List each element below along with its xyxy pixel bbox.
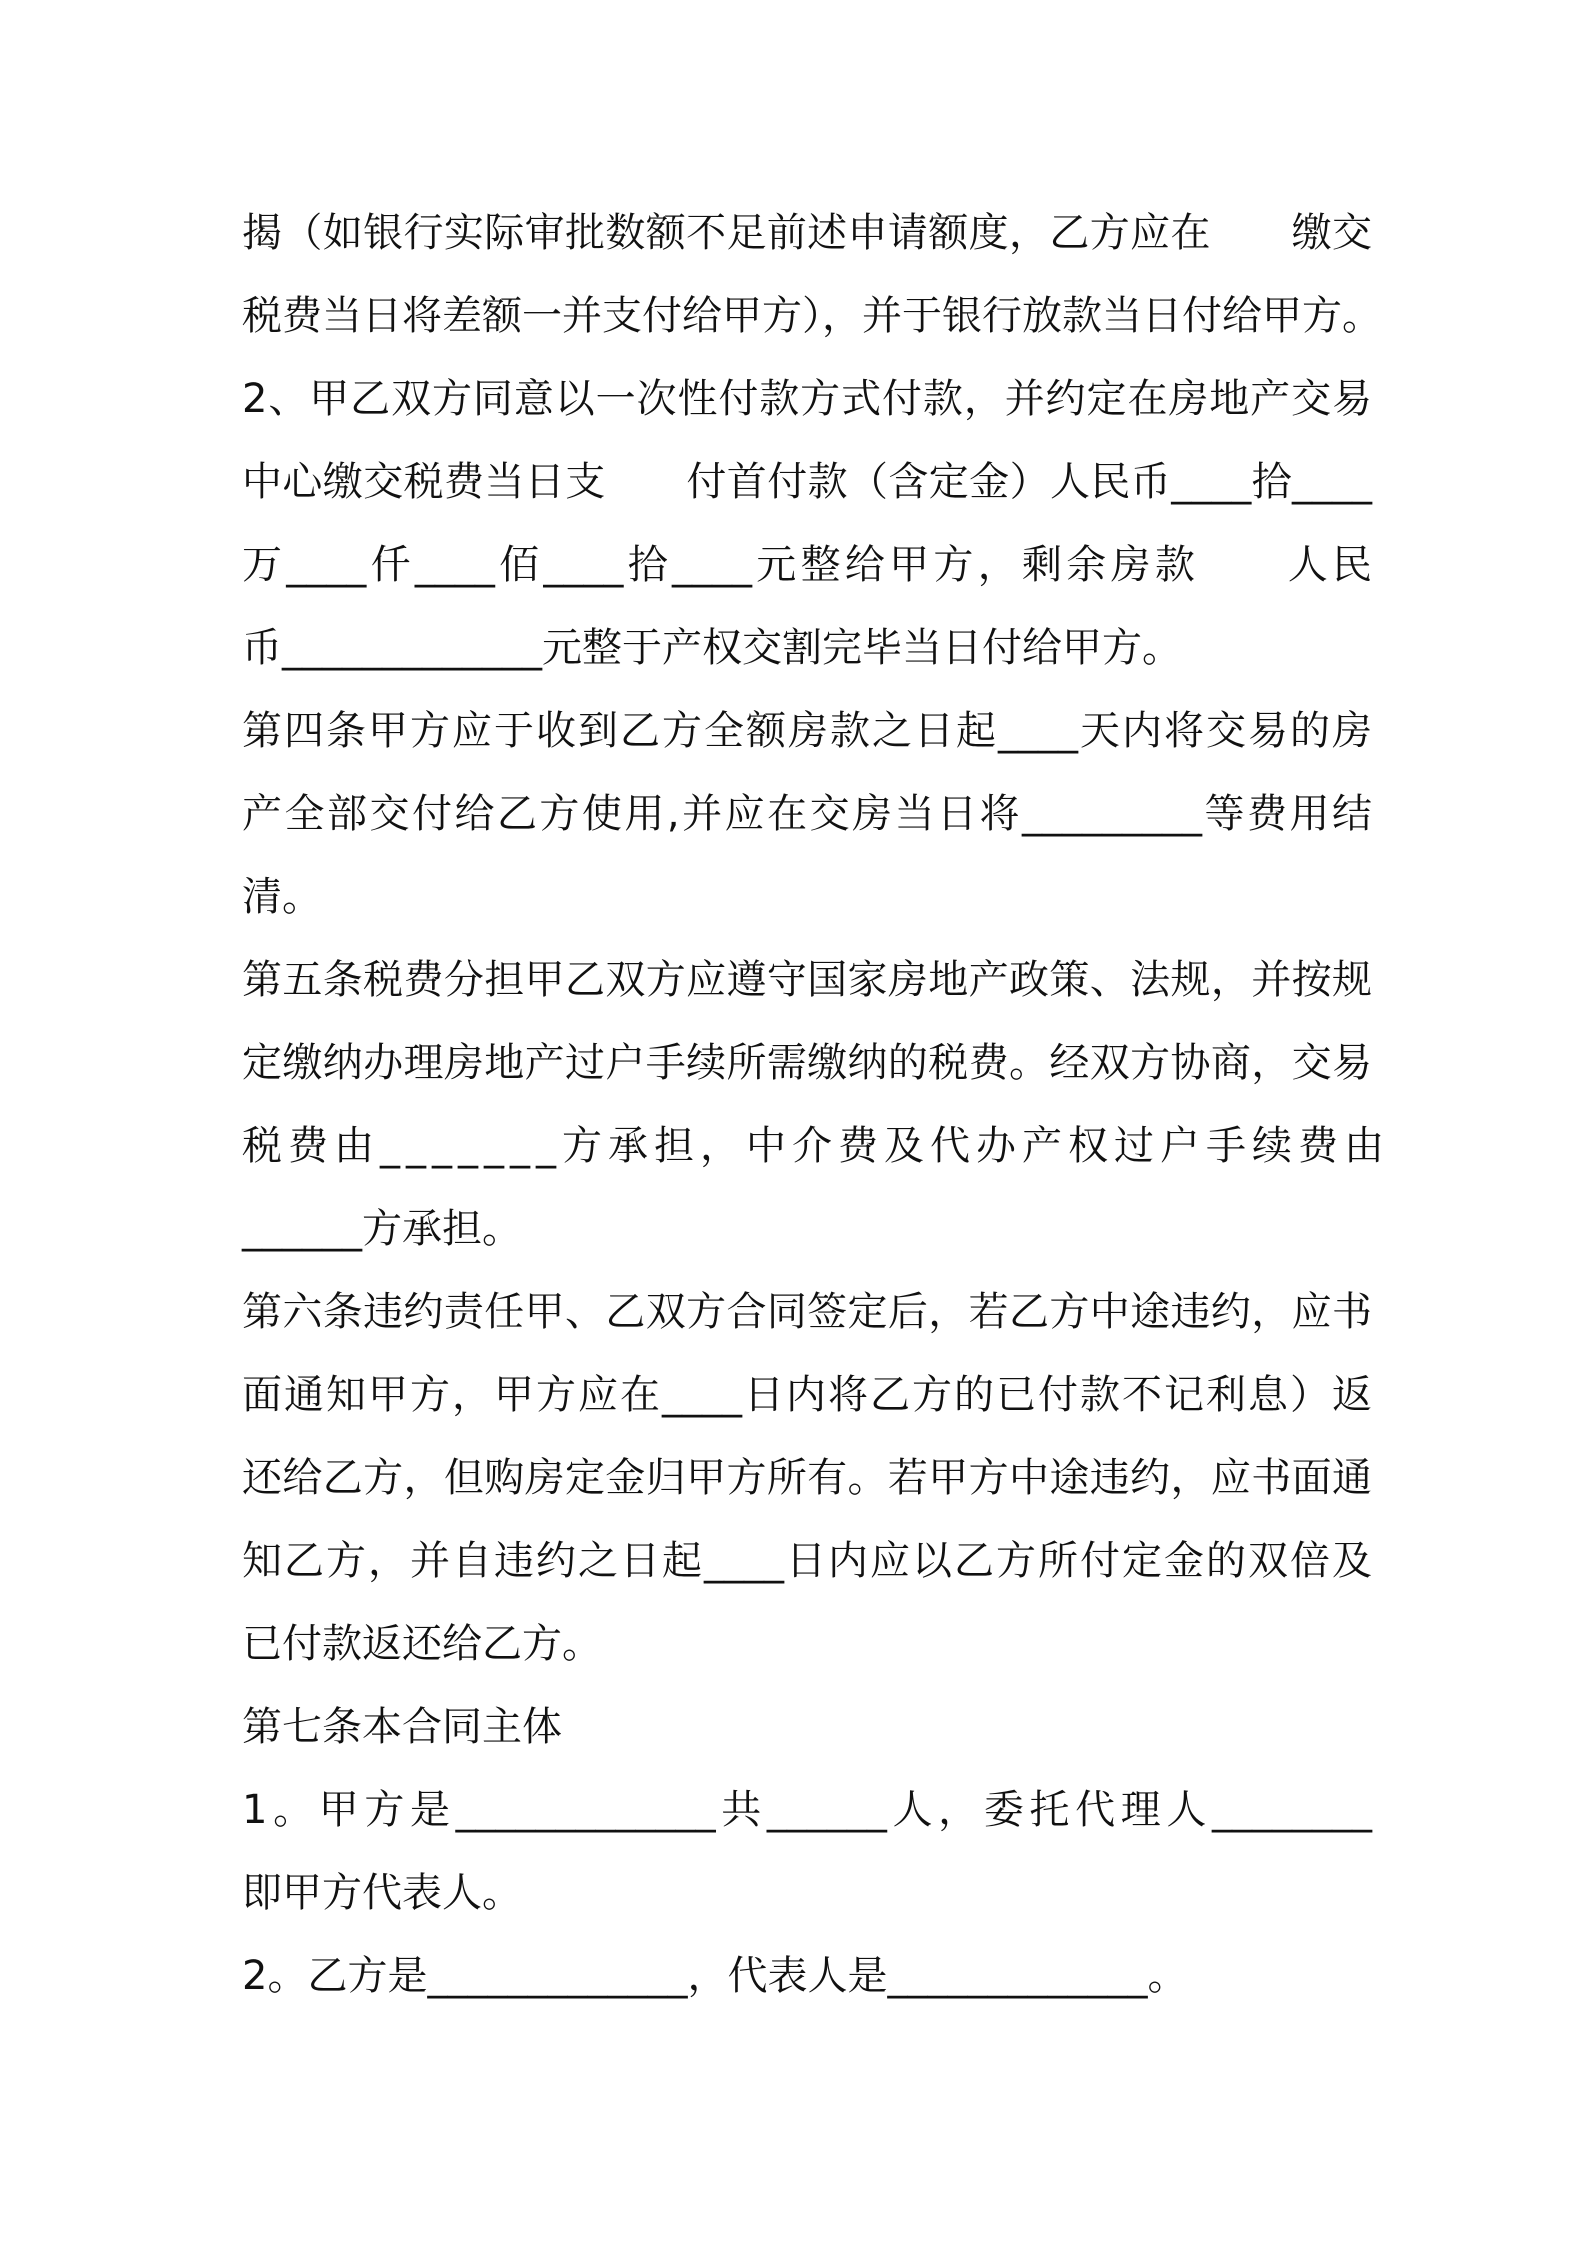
text-line: 还给乙方，但购房定金归甲方所有。若甲方中途违约，应书面通 — [242, 1455, 1372, 1501]
text-line: 即甲方代表人。 — [242, 1870, 522, 1916]
text-line: 知乙方，并自违约之日起____日内应以乙方所付定金的双倍及 — [242, 1538, 1372, 1584]
section-heading: 第七条本合同主体 — [242, 1704, 562, 1750]
text-line: 币_____________元整于产权交割完毕当日付给甲方。 — [242, 625, 1182, 671]
text-line: 清。 — [242, 874, 322, 920]
text-line: 2。乙方是_____________，代表人是_____________。 — [242, 1953, 1188, 1999]
text-line: 第四条甲方应于收到乙方全额房款之日起____天内将交易的房 — [242, 708, 1372, 754]
text-line: 第六条违约责任甲、乙双方合同签定后，若乙方中途违约，应书 — [242, 1289, 1372, 1335]
text-line: 揭（如银行实际审批数额不足前述申请额度，乙方应在 缴交 — [242, 210, 1372, 256]
text-line: 1。甲方是_____________共______人，委托代理人________ — [242, 1787, 1372, 1833]
text-line: 第五条税费分担甲乙双方应遵守国家房地产政策、法规，并按规 — [242, 957, 1372, 1003]
text-line: 税费当日将差额一并支付给甲方），并于银行放款当日付给甲方。 — [242, 293, 1382, 339]
text-line: 面通知甲方，甲方应在____日内将乙方的已付款不记利息）返 — [242, 1372, 1372, 1418]
text-line: 已付款返还给乙方。 — [242, 1621, 602, 1667]
text-line: 万____仟____佰____拾____元整给甲方，剩余房款 人民 — [242, 542, 1372, 588]
text-line: 中心缴交税费当日支 付首付款（含定金）人民币____拾____ — [242, 459, 1372, 505]
text-line: ______方承担。 — [242, 1206, 522, 1252]
text-line: 税费由_______方承担，中介费及代办产权过户手续费由 — [242, 1123, 1390, 1169]
text-line: 定缴纳办理房地产过户手续所需缴纳的税费。经双方协商，交易 — [242, 1040, 1372, 1086]
text-line: 产全部交付给乙方使用,并应在交房当日将_________等费用结 — [242, 791, 1372, 837]
text-line: 2、甲乙双方同意以一次性付款方式付款，并约定在房地产交易 — [242, 376, 1372, 422]
contract-text — [242, 192, 1390, 2018]
